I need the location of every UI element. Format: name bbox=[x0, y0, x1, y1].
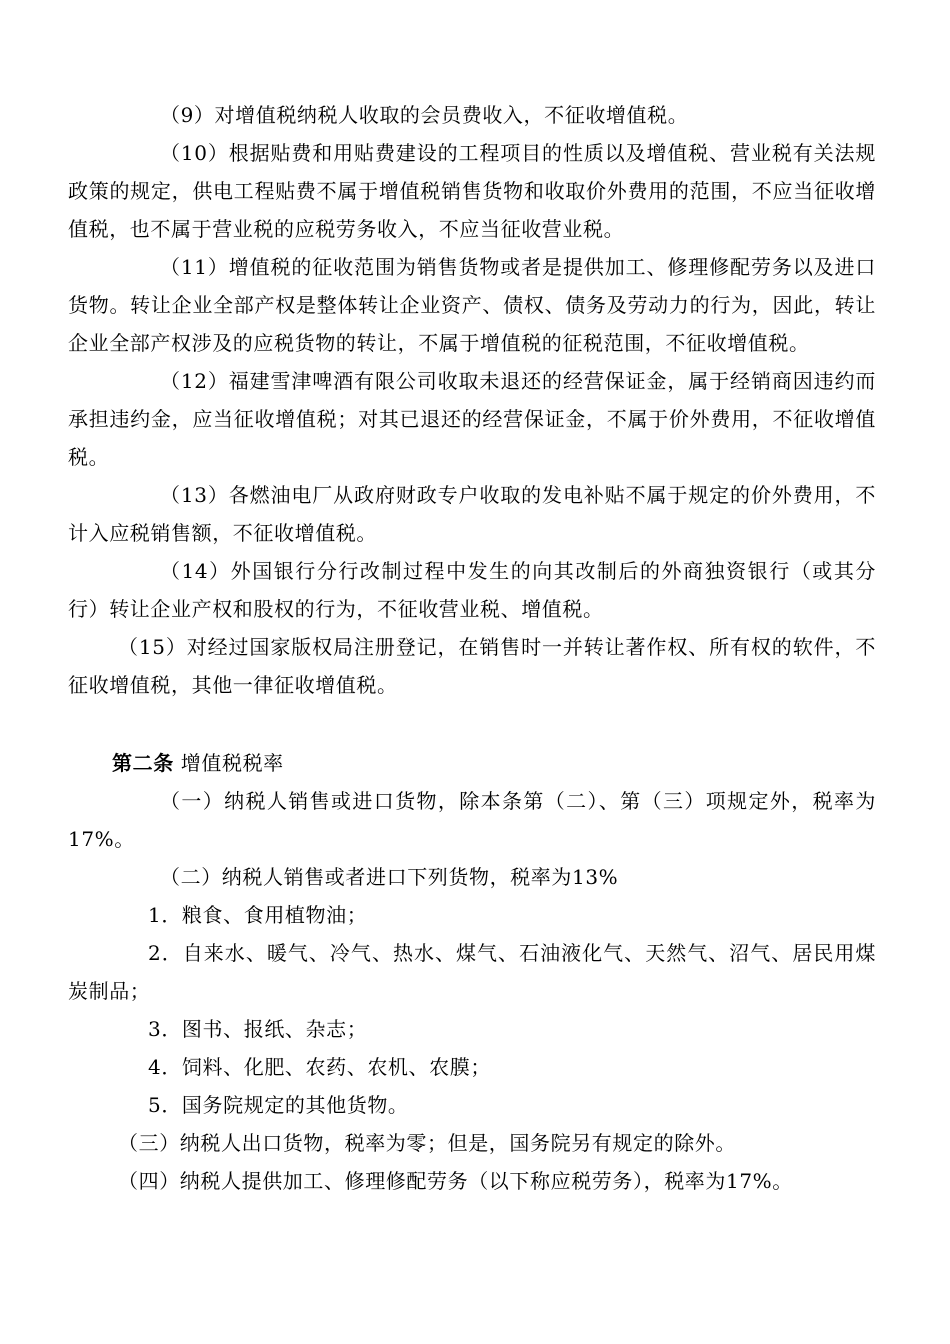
paragraph-10: （10）根据贴费和用贴费建设的工程项目的性质以及增值税、营业税有关法规政策的规定，供电工程贴费不属于增值税销售货物和收取价外费用的范围，不应当征收增值税，也不属于营业税的应税劳务收入，不应当征收营业税。 bbox=[68, 141, 876, 241]
rate-item-2-sub-3: 3．图书、报纸、杂志； bbox=[148, 1017, 368, 1041]
rate-item-2-sub-4: 4．饲料、化肥、农药、农机、农膜； bbox=[148, 1055, 491, 1079]
paragraph-9: （9）对增值税纳税人收取的会员费收入，不征收增值税。 bbox=[160, 103, 689, 127]
section-title: 增值税税率 bbox=[180, 751, 284, 775]
section-gap bbox=[68, 704, 876, 744]
paragraph-12: （12）福建雪津啤酒有限公司收取未退还的经营保证金，属于经销商因违约而承担违约金，应当征收增值税；对其已退还的经营保证金，不属于价外费用，不征收增值税。 bbox=[68, 369, 876, 469]
rate-item-2-sub-5: 5．国务院规定的其他货物。 bbox=[148, 1093, 409, 1117]
paragraph-15: （15）对经过国家版权局注册登记，在销售时一并转让著作权、所有权的软件，不征收增值税，其他一律征收增值税。 bbox=[68, 635, 876, 697]
rate-item-4: （四）纳税人提供加工、修理修配劳务（以下称应税劳务），税率为17%。 bbox=[118, 1169, 793, 1193]
section-label: 第二条 bbox=[112, 751, 174, 775]
rate-item-2: （二）纳税人销售或者进口下列货物，税率为13% bbox=[160, 865, 619, 889]
section-heading bbox=[68, 744, 876, 782]
paragraph-13: （13）各燃油电厂从政府财政专户收取的发电补贴不属于规定的价外费用，不计入应税销售额，不征收增值税。 bbox=[68, 483, 876, 545]
rate-item-1: （一）纳税人销售或进口货物，除本条第（二）、第（三）项规定外，税率为17%。 bbox=[68, 789, 876, 851]
document-page bbox=[68, 96, 876, 1200]
rate-item-3: （三）纳税人出口货物，税率为零；但是，国务院另有规定的除外。 bbox=[118, 1131, 736, 1155]
paragraph-14: （14）外国银行分行改制过程中发生的向其改制后的外商独资银行（或其分行）转让企业产权和股权的行为，不征收营业税、增值税。 bbox=[68, 559, 876, 621]
rate-item-2-sub-2: 2．自来水、暖气、冷气、热水、煤气、石油液化气、天然气、沼气、居民用煤炭制品； bbox=[68, 941, 876, 1003]
paragraph-11: （11）增值税的征收范围为销售货物或者是提供加工、修理修配劳务以及进口货物。转让企业全部产权是整体转让企业资产、债权、债务及劳动力的行为，因此，转让企业全部产权涉及的应税货物的转让，不属于增值税的征税范围，不征收增值税。 bbox=[68, 255, 876, 355]
rate-item-2-sub-1: 1．粮食、食用植物油； bbox=[148, 903, 368, 927]
